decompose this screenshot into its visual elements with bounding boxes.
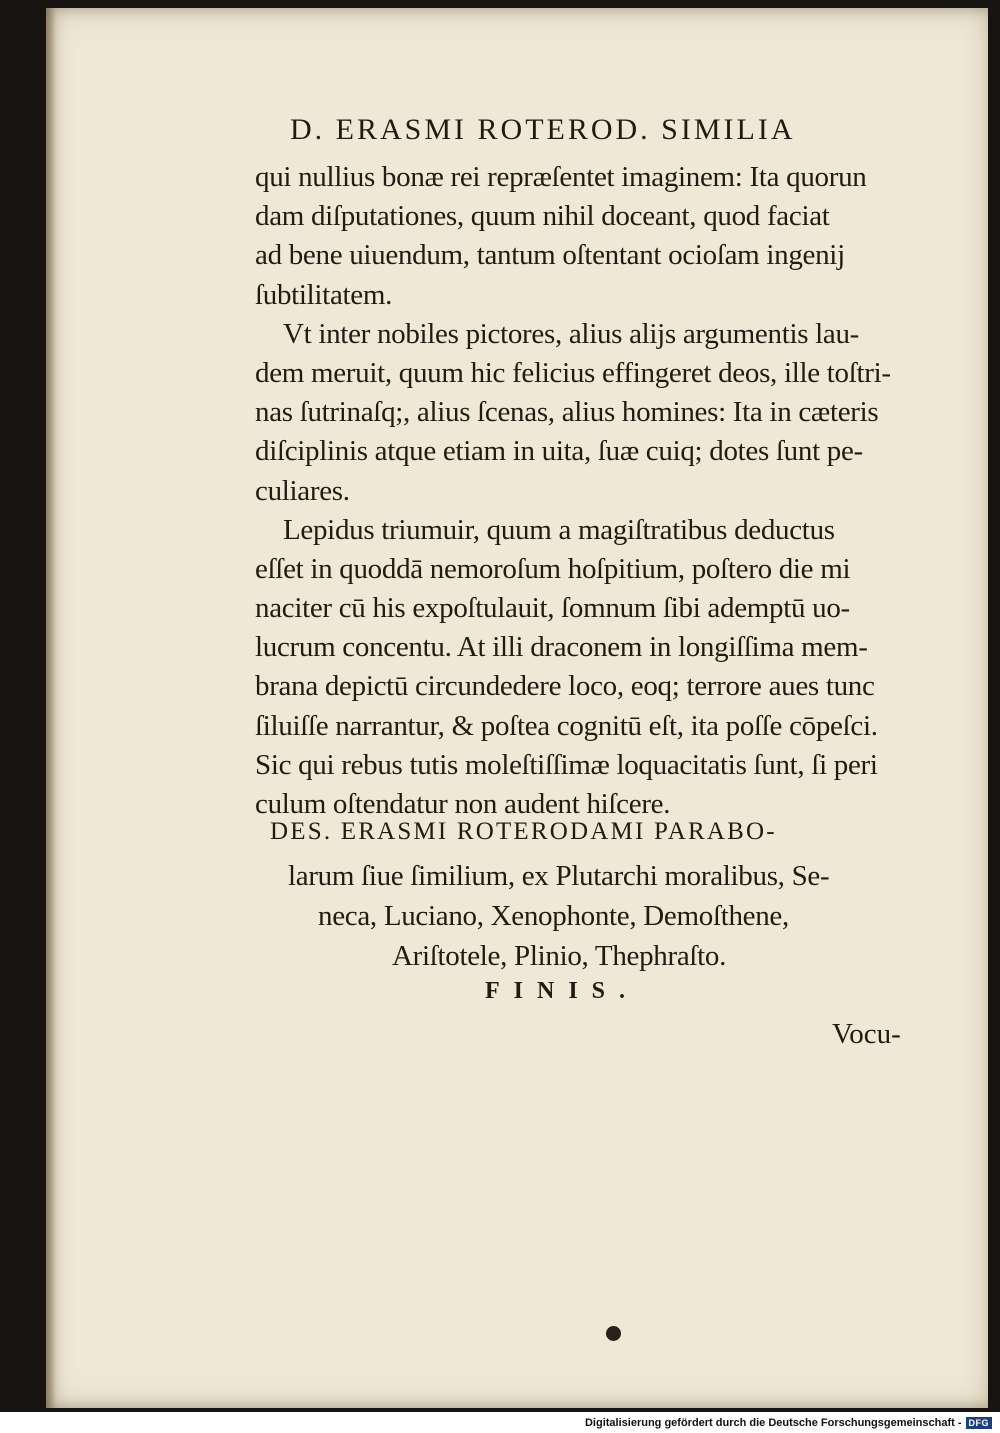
text-line: eſſet in quoddā nemoroſum hoſpitium, poſtero die mi [255,552,851,585]
text-line: ſiluiſſe narrantur, & poſtea cognitū eſt, ita poſſe cōpeſci. [255,709,878,742]
text-line: nas ſutrinaſq;, alius ſcenas, alius homines: Ita in cæteris [255,396,879,429]
text-line: culum oſtendatur non audent hiſcere. [255,788,671,820]
body-text [255,158,935,824]
dfg-logo: DFG [966,1417,993,1429]
text-line: diſciplinis atque etiam in uita, ſuæ cuiq; dotes ſunt pe- [255,435,863,468]
text-line: dem meruit, quum hic felicius effingeret deos, ille toſtri- [255,356,891,389]
footer-credit [585,1414,992,1432]
text-line: qui nullius bonæ rei repræſentet imaginem: Ita quorun [255,161,867,193]
colophon-heading: DES. ERASMI ROTERODAMI PARABO- [270,818,777,845]
text-line: culiares. [255,474,350,507]
catchword: Vocu- [832,1018,901,1050]
finis: FINIS. [485,978,640,1004]
ink-dot [606,1326,621,1341]
text-line: lucrum concentu. At illi draconem in longiſſima mem- [255,631,868,664]
text-line: ad bene uiuendum, tantum oſtentant ocioſam ingenij [255,239,845,272]
colophon-line: larum ſiue ſimilium, ex Plutarchi moralibus, Se- [288,860,830,892]
text-line: dam diſputationes, quum nihil doceant, quod faciat [255,200,830,233]
text-line: Sic qui rebus tutis moleſtiſſimæ loquacitatis ſunt, ſi peri [255,748,878,781]
text-line: brana depictū circundedere loco, eoq; terrore aues tunc [255,670,875,703]
colophon-line: Ariſtotele, Plinio, Thephraſto. [392,940,727,972]
text-line: naciter cū his expoſtulauit, ſomnum ſibi ademptū uo- [255,592,850,625]
running-head: D. ERASMI ROTEROD. SIMILIA [290,113,796,146]
text-line: Lepidus triumuir, quum a magiſtratibus deductus [283,513,835,546]
colophon-line: neca, Luciano, Xenophonte, Demoſthene, [318,900,789,932]
text-line: Vt inter nobiles pictores, alius alijs argumentis lau- [283,317,860,350]
text-line: ſubtilitatem. [255,278,393,311]
footer-text: Digitalisierung gefördert durch die Deutsche Forschungsgemeinschaft - [584,1417,962,1429]
